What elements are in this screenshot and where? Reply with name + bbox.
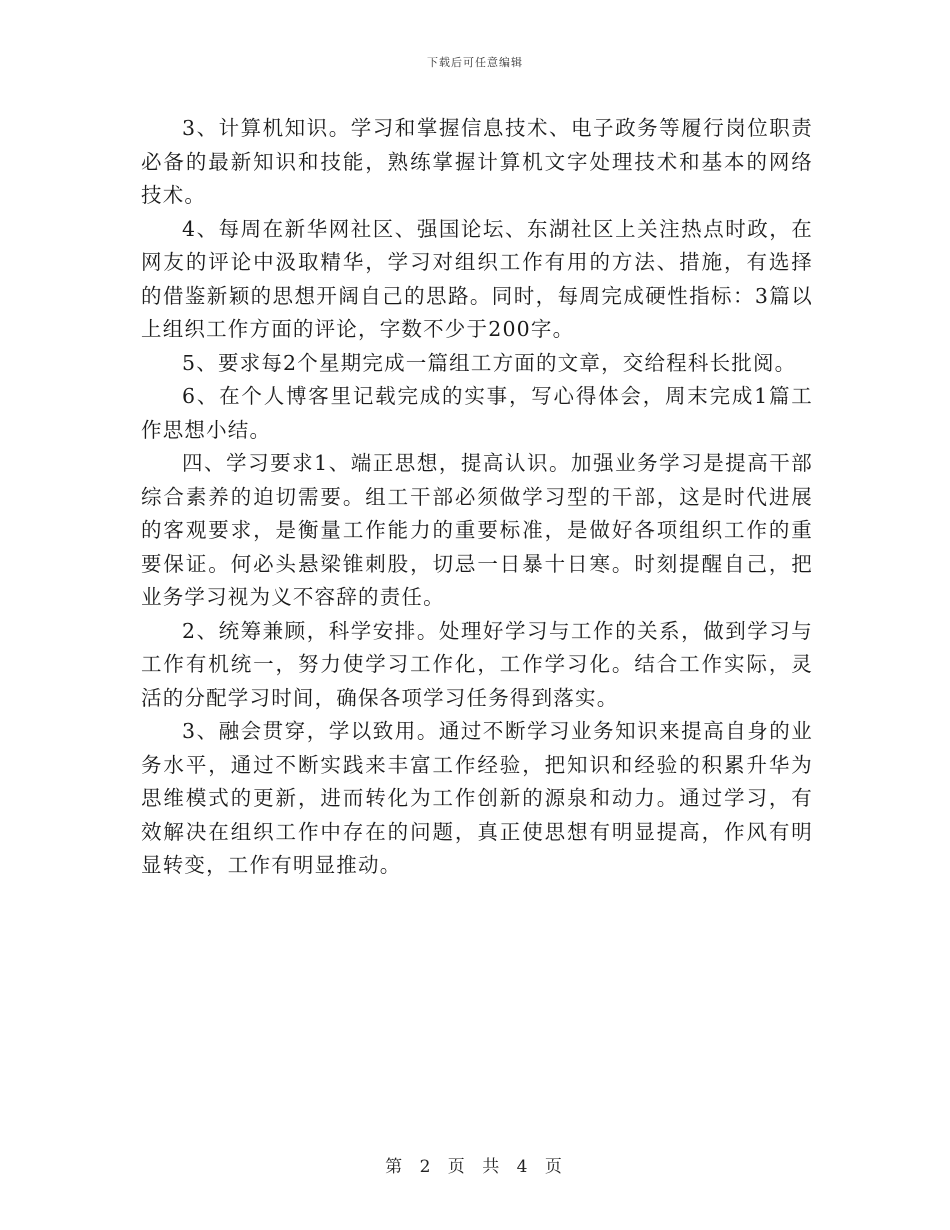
- paragraph: 6、在个人博客里记载完成的实事，写心得体会，周末完成1篇工作思想小结。: [141, 384, 813, 442]
- page-number-footer: 第 2 页 共 4 页: [385, 1157, 565, 1177]
- paragraph: 3、融会贯穿，学以致用。通过不断学习业务知识来提高自身的业务水平，通过不断实践来丰富工作经验，把知识和经验的积累升华为思维模式的更新，进而转化为工作创新的源泉和动力。通过学习，有效解决在组织工作中存在的问题，真正使思想有明显提高，作风有明显转变，工作有明显推动。: [141, 719, 813, 877]
- document-body: [141, 112, 813, 883]
- paragraph: 四、学习要求1、端正思想，提高认识。加强业务学习是提高干部综合素养的迫切需要。组工干部必须做学习型的干部，这是时代进展的客观要求，是衡量工作能力的重要标准，是做好各项组织工作的重要保证。何必头悬梁锥刺股，切忌一日暴十日寒。时刻提醒自己，把业务学习视为义不容辞的责任。: [141, 451, 813, 609]
- page-header: 下载后可任意编辑: [427, 56, 523, 69]
- paragraph: 4、每周在新华网社区、强国论坛、东湖社区上关注热点时政，在网友的评论中汲取精华，学习对组织工作有用的方法、措施，有选择的借鉴新颖的思想开阔自己的思路。同时，每周完成硬性指标：3篇以上组织工作方面的评论，字数不少于200字。: [141, 216, 813, 341]
- paragraph: 3、计算机知识。学习和掌握信息技术、电子政务等履行岗位职责必备的最新知识和技能，熟练掌握计算机文字处理技术和基本的网络技术。: [141, 116, 813, 207]
- paragraph: 2、统筹兼顾，科学安排。处理好学习与工作的关系，做到学习与工作有机统一，努力使学习工作化，工作学习化。结合工作实际，灵活的分配学习时间，确保各项学习任务得到落实。: [141, 618, 813, 710]
- paragraph: 5、要求每2个星期完成一篇组工方面的文章，交给程科长批阅。: [182, 350, 797, 375]
